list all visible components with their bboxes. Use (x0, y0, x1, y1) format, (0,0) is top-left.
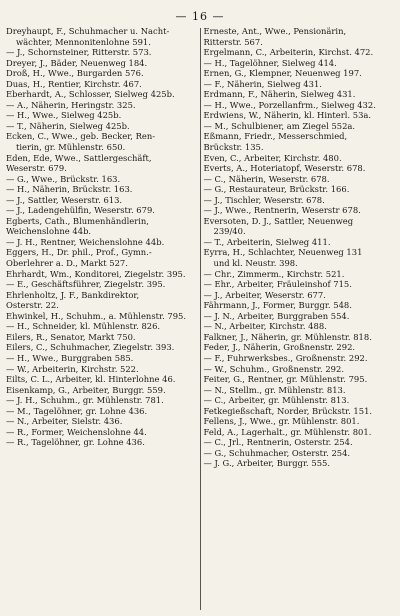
directory-entry: — J., Schornsteiner, Ritterstr. 573. (6, 47, 152, 58)
directory-entry: — C., Näherin, Weserstr. 678. (203, 173, 330, 184)
directory-entry: Eilers, R., Senator, Markt 750. (6, 331, 136, 342)
directory-entry: — T., Arbeiterin, Sielweg 411. (203, 236, 331, 247)
directory-entry: Osterstr. 22. (6, 300, 59, 311)
directory-entry: Ehrlenholtz, J. F., Bankdirektor, (6, 289, 140, 300)
directory-entry: — H., Wwe., Porzellanfrm., Sielweg 432. (203, 99, 376, 110)
directory-entry: Ehrhardt, Wm., Konditorei, Ziegelstr. 395. (6, 268, 186, 279)
right-column (200, 26, 394, 612)
directory-entry: Brückstr. 135. (203, 142, 264, 153)
directory-entry: — F., Fuhrwerksbes., Großnenstr. 292. (203, 352, 368, 363)
directory-entry: Egberts, Cath., Blumenhändlerin, (6, 215, 149, 226)
directory-entry: Eden, Ede, Wwe., Sattlergeschäft, (6, 152, 152, 163)
directory-entry: Eversoten, D. J., Sattler, Neuenweg (203, 215, 354, 226)
directory-entry: Eilers, C., Schuhmacher, Ziegelstr. 393. (6, 342, 175, 353)
directory-entry: — J., Tischler, Weserstr. 678. (203, 194, 325, 205)
directory-entry: — F., Näherin, Sielweg 431. (203, 78, 322, 89)
directory-entry: — Ehr., Arbeiter, Fräuleinshof 715. (203, 279, 352, 290)
directory-entry: — J., Sattler, Weserstr. 613. (6, 194, 123, 205)
directory-entry: Feder, J., Näherin, Großnenstr. 292. (203, 342, 356, 353)
directory-entry: Everts, A., Hoteriatopf, Weserstr. 678. (203, 163, 366, 174)
directory-entry: — A., Näherin, Heringstr. 325. (6, 99, 136, 110)
directory-entry: — G., Restaurateur, Brückstr. 166. (203, 184, 350, 195)
directory-entry: — C., Arbeiter, gr. Mühlenstr. 813. (203, 395, 350, 406)
directory-entry: — R., Former, Weichenslohne 44. (6, 426, 147, 437)
directory-entry: Ecken, C., Wwe., geb. Becker, Ren- (6, 131, 156, 142)
directory-entry: 239/40. (213, 226, 246, 237)
directory-entry: — Chr., Zimmerm., Kirchstr. 521. (203, 268, 345, 279)
directory-entry: Droß, H., Wwe., Burgarden 576. (6, 68, 144, 79)
entry-columns (6, 26, 394, 612)
directory-entry: Erdmann, F., Näherin, Sielweg 431. (203, 89, 356, 100)
directory-entry: — N., Arbeiter, Kirchstr. 488. (203, 321, 327, 332)
directory-entry: und kl. Neustr. 398. (213, 258, 298, 269)
directory-entry: Eßmann, Friedr., Messerschmied, (203, 131, 348, 142)
directory-entry: Ergelmann, C., Arbeiterin, Kirchst. 472. (203, 47, 374, 58)
directory-entry: — N., Stellm., gr. Mühlenstr. 813. (203, 384, 346, 395)
directory-entry: tierin, gr. Mühlenstr. 650. (16, 142, 126, 153)
directory-entry: Dreyer, J., Bäder, Neuenweg 184. (6, 57, 148, 68)
directory-entry: — N., Arbeiter, Sielstr. 436. (6, 416, 123, 427)
directory-entry: Erneste, Ant., Wwe., Pensionärin, (203, 26, 347, 36)
directory-entry: Dreyhaupt, F., Schuhmacher u. Nacht- (6, 26, 170, 36)
directory-entry: — H., Wwe., Sielweg 425b. (6, 110, 122, 121)
directory-entry: — R., Tagelöhner, gr. Lohne 436. (6, 437, 145, 448)
directory-entry: — J. H., Schuhm., gr. Mühlenstr. 781. (6, 395, 164, 406)
directory-entry: Eggers, H., Dr. phil., Prof., Gymn.- (6, 247, 152, 258)
directory-entry: Weserstr. 679. (6, 163, 67, 174)
directory-entry: Eisenkamp, G., Arbeiter, Burggr. 559. (6, 384, 166, 395)
directory-entry: Ehwinkel, H., Schuhm., a. Mühlenstr. 795. (6, 310, 187, 321)
directory-entry: — C., Jrl., Rentnerin, Osterstr. 254. (203, 437, 353, 448)
directory-entry: Ernen, G., Klempner, Neuenweg 197. (203, 68, 362, 79)
directory-entry: — T., Näherin, Sielweg 425b. (6, 120, 130, 131)
directory-entry: Ritterstr. 567. (203, 36, 263, 47)
directory-entry: — H., Schneider, kl. Mühlenstr. 826. (6, 321, 161, 332)
directory-entry: — W., Arbeiterin, Kirchstr. 522. (6, 363, 139, 374)
directory-entry: Eyrra, H., Schlachter, Neuenweg 131 (203, 247, 363, 258)
directory-entry: — J., Ladengehülfin, Weserstr. 679. (6, 205, 155, 216)
directory-entry: Fährmann, J., Former, Burggr. 548. (203, 300, 352, 311)
directory-entry: — M., Schulbiener, am Ziegel 552a. (203, 120, 356, 131)
directory-entry: — J. H., Rentner, Weichenslohne 44b. (6, 236, 165, 247)
directory-entry: wächter, Mennonitenlohne 591. (16, 36, 151, 47)
directory-entry: — E., Geschäftsführer, Ziegelstr. 395. (6, 279, 166, 290)
directory-entry: — H., Näherin, Brückstr. 163. (6, 184, 133, 195)
page-number: — 16 — (175, 10, 225, 23)
directory-entry: Even, C., Arbeiter, Kirchstr. 480. (203, 152, 342, 163)
directory-entry: — J. N., Arbeiter, Burggraben 554. (203, 310, 350, 321)
directory-entry: Duas, H., Rentier, Kirchstr. 467. (6, 78, 142, 89)
directory-entry: Oberlehrer a. D., Markt 527. (6, 258, 128, 269)
directory-entry: Feiter, G., Rentner, gr. Mühlenstr. 795. (203, 374, 368, 385)
directory-entry: — H., Wwe., Burggraben 585. (6, 352, 134, 363)
directory-entry: — G., Wwe., Brückstr. 163. (6, 173, 121, 184)
directory-entry: — M., Tagelöhner, gr. Lohne 436. (6, 405, 148, 416)
directory-entry: Eberhardt, A., Schlosser, Sielweg 425b. (6, 89, 175, 100)
directory-entry: Falkner, J., Näherin, gr. Mühlenstr. 818. (203, 331, 372, 342)
directory-entry: — J., Wwe., Rentnerin, Weserstr 678. (203, 205, 361, 216)
directory-entry: Eilts, C. L., Arbeiter, kl. Hinterlohne 46. (6, 374, 176, 385)
directory-entry: — H., Tagelöhner, Sielweg 414. (203, 57, 337, 68)
directory-entry: Fetkegießschaft, Norder, Brückstr. 151. (203, 405, 373, 416)
directory-entry: — J. G., Arbeiter, Burggr. 555. (203, 458, 331, 469)
directory-entry: — W., Schuhm., Großnenstr. 292. (203, 363, 344, 374)
left-column (6, 26, 200, 612)
directory-entry: Fellens, J., Wwe., gr. Mühlenstr. 801. (203, 416, 360, 427)
directory-entry: Feld, A., Lagerhalt., gr. Mühlenstr. 801. (203, 426, 372, 437)
directory-entry: — J., Arbeiter, Weserstr. 677. (203, 289, 326, 300)
directory-entry: — G., Schuhmacher, Osterstr. 254. (203, 447, 351, 458)
directory-entry: Erdwiens, W., Näherin, kl. Hinterl. 53a. (203, 110, 372, 121)
directory-entry: Weichenslohne 44b. (6, 226, 92, 237)
